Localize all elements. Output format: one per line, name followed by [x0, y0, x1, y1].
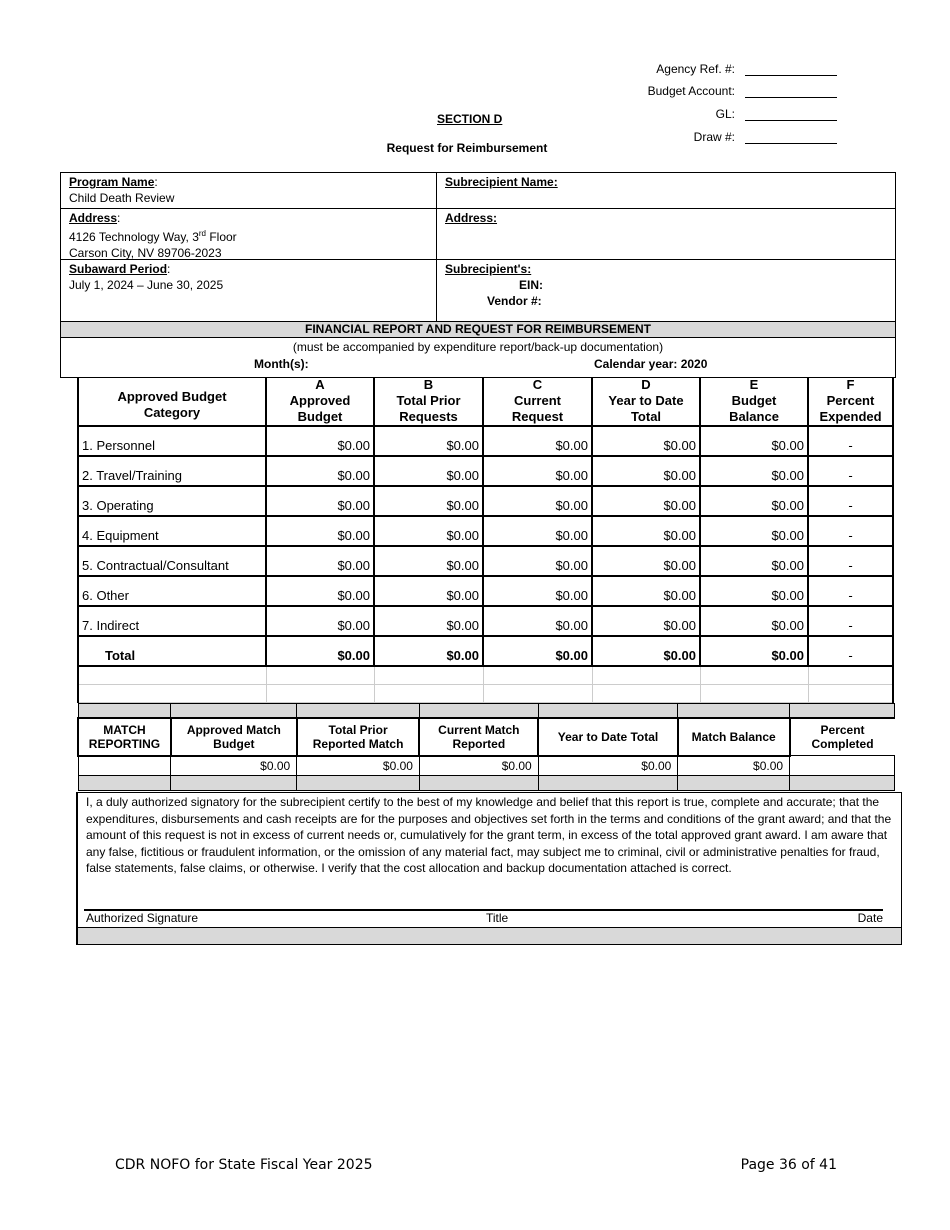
subrecipient-ids-cell[interactable] — [437, 260, 895, 323]
match-header-row — [78, 718, 895, 756]
subrecipient-name-label: Subrecipient Name: — [445, 175, 558, 189]
budget-cell-b[interactable]: $0.00 — [374, 516, 483, 546]
budget-category: 3. Operating — [78, 486, 266, 516]
budget-cell-e[interactable]: $0.00 — [700, 516, 808, 546]
budget-account-field[interactable] — [745, 82, 837, 98]
budget-cell-f: - — [808, 426, 893, 456]
date-label[interactable]: Date — [857, 911, 883, 925]
agency-ref-field[interactable] — [745, 60, 837, 76]
match-value-approved[interactable]: $0.00 — [171, 756, 297, 776]
match-header-balance: Match Balance — [678, 718, 790, 756]
header-current-request: C Current Request — [483, 377, 592, 426]
budget-category: 6. Other — [78, 576, 266, 606]
budget-cell-d[interactable]: $0.00 — [592, 546, 700, 576]
address-line2: Carson City, NV 89706-2023 — [69, 246, 222, 260]
budget-cell-d[interactable]: $0.00 — [592, 456, 700, 486]
budget-cell-c[interactable]: $0.00 — [483, 516, 592, 546]
budget-cell-a[interactable]: $0.00 — [266, 516, 374, 546]
match-header-approved: Approved Match Budget — [171, 718, 297, 756]
draw-label: Draw #: — [693, 130, 735, 144]
budget-cell-c[interactable]: $0.00 — [483, 606, 592, 636]
budget-cell-b[interactable]: $0.00 — [374, 636, 483, 666]
match-gray-bottom — [78, 776, 895, 791]
budget-cell-d[interactable]: $0.00 — [592, 516, 700, 546]
budget-empty-cell[interactable] — [483, 666, 592, 684]
budget-cell-f: - — [808, 576, 893, 606]
header-year-to-date: D Year to Date Total — [592, 377, 700, 426]
budget-empty-cell[interactable] — [374, 684, 483, 702]
budget-cell-b[interactable]: $0.00 — [374, 426, 483, 456]
header-percent-expended: F Percent Expended — [808, 377, 893, 426]
budget-cell-a[interactable]: $0.00 — [266, 546, 374, 576]
budget-empty-cell[interactable] — [592, 684, 700, 702]
financial-report-title: FINANCIAL REPORT AND REQUEST FOR REIMBURSEMENT — [60, 321, 896, 338]
match-gray-top — [78, 704, 895, 718]
match-header-reporting: MATCH REPORTING — [78, 718, 171, 756]
match-header-prior: Total Prior Reported Match — [297, 718, 420, 756]
budget-account-row — [648, 78, 837, 98]
budget-cell-b[interactable]: $0.00 — [374, 546, 483, 576]
address-sup: rd — [198, 229, 206, 238]
budget-cell-c[interactable]: $0.00 — [483, 486, 592, 516]
header-approved-budget: A Approved Budget — [266, 377, 374, 426]
budget-empty-cell[interactable] — [483, 684, 592, 702]
budget-cell-f: - — [808, 546, 893, 576]
address-line1: 4126 Technology Way, 3 — [69, 230, 199, 244]
budget-cell-d[interactable]: $0.00 — [592, 606, 700, 636]
info-box — [60, 172, 896, 324]
ein-label: EIN: — [519, 278, 543, 292]
financial-note-box — [60, 338, 896, 378]
match-value-balance[interactable]: $0.00 — [678, 756, 790, 776]
match-values-row — [78, 756, 895, 776]
signature-label[interactable]: Authorized Signature — [86, 911, 199, 925]
budget-cell-c[interactable]: $0.00 — [483, 636, 592, 666]
budget-cell-e[interactable]: $0.00 — [700, 546, 808, 576]
financial-note: (must be accompanied by expenditure report/back-up documentation) — [292, 340, 664, 354]
budget-cell-d[interactable]: $0.00 — [592, 486, 700, 516]
budget-empty-cell[interactable] — [700, 666, 808, 684]
subaward-period: July 1, 2024 – June 30, 2025 — [69, 278, 224, 292]
match-value-current[interactable]: $0.00 — [419, 756, 538, 776]
budget-row — [78, 456, 893, 486]
match-value-ytd[interactable]: $0.00 — [538, 756, 678, 776]
budget-account-label: Budget Account: — [647, 84, 735, 98]
budget-cell-a[interactable]: $0.00 — [266, 456, 374, 486]
budget-empty-row — [78, 666, 893, 684]
budget-empty-cell[interactable] — [374, 666, 483, 684]
budget-cell-a[interactable]: $0.00 — [266, 576, 374, 606]
gl-row — [716, 101, 837, 121]
signature-line — [84, 909, 883, 911]
budget-cell-d[interactable]: $0.00 — [592, 636, 700, 666]
match-table — [77, 703, 895, 791]
budget-empty-row — [78, 684, 893, 702]
budget-cell-a[interactable]: $0.00 — [266, 486, 374, 516]
budget-cell-f: - — [808, 456, 893, 486]
match-header-ytd: Year to Date Total — [538, 718, 678, 756]
budget-cell-c[interactable]: $0.00 — [483, 426, 592, 456]
budget-row — [78, 426, 893, 456]
match-value-prior[interactable]: $0.00 — [297, 756, 420, 776]
budget-cell-c[interactable]: $0.00 — [483, 546, 592, 576]
section-title: SECTION D — [437, 112, 503, 126]
budget-empty-cell[interactable] — [266, 684, 374, 702]
budget-cell-f: - — [808, 606, 893, 636]
footer-title: CDR NOFO for State Fiscal Year 2025 — [115, 1157, 373, 1173]
budget-category: 2. Travel/Training — [78, 456, 266, 486]
budget-cell-d[interactable]: $0.00 — [592, 426, 700, 456]
budget-row — [78, 516, 893, 546]
program-name: Child Death Review — [69, 191, 175, 205]
months-label[interactable]: Month(s): — [254, 357, 309, 371]
budget-empty-cell[interactable] — [700, 684, 808, 702]
header-budget-balance: E Budget Balance — [700, 377, 808, 426]
program-cell: Program Name: Child Death Review — [61, 173, 437, 208]
gl-field[interactable] — [745, 105, 837, 121]
period-label: Subaward Period — [69, 262, 168, 276]
certification-box — [76, 792, 902, 945]
vendor-label: Vendor #: — [487, 294, 542, 308]
title-label[interactable]: Title — [486, 911, 509, 925]
form-subtitle: Request for Reimbursement — [386, 141, 548, 155]
page-number: Page 36 of 41 — [740, 1157, 837, 1173]
match-header-percent: Percent Completed — [790, 718, 895, 756]
address-line1-end: Floor — [206, 230, 237, 244]
match-header-current: Current Match Reported — [419, 718, 538, 756]
address-cell: Address: 4126 Technology Way, 3rd Floor Carson City, NV 89706-2023 — [61, 209, 437, 259]
budget-cell-f: - — [808, 516, 893, 546]
budget-cell-f: - — [808, 486, 893, 516]
budget-cell-e[interactable]: $0.00 — [700, 636, 808, 666]
budget-cell-b[interactable]: $0.00 — [374, 486, 483, 516]
budget-cell-d[interactable]: $0.00 — [592, 576, 700, 606]
program-name-label: Program Name — [69, 175, 155, 189]
budget-header-row — [78, 377, 893, 426]
budget-empty-cell[interactable] — [592, 666, 700, 684]
budget-cell-b[interactable]: $0.00 — [374, 456, 483, 486]
budget-total-row — [78, 636, 893, 666]
budget-cell-b[interactable]: $0.00 — [374, 576, 483, 606]
calendar-year: Calendar year: 2020 — [594, 357, 708, 371]
budget-cell-a[interactable]: $0.00 — [266, 426, 374, 456]
budget-empty-cell[interactable] — [78, 684, 266, 702]
budget-category: 7. Indirect — [78, 606, 266, 636]
budget-empty-cell[interactable] — [808, 684, 893, 702]
match-value-percent[interactable] — [790, 756, 895, 776]
subrecipient-address-cell[interactable] — [437, 209, 895, 259]
budget-cell-e[interactable]: $0.00 — [700, 606, 808, 636]
budget-cell-e[interactable]: $0.00 — [700, 486, 808, 516]
period-cell: Subaward Period: July 1, 2024 – June 30, 2025 — [61, 260, 437, 323]
budget-cell-f: - — [808, 636, 893, 666]
budget-row — [78, 486, 893, 516]
budget-row — [78, 576, 893, 606]
budget-category: 5. Contractual/Consultant — [78, 546, 266, 576]
budget-row — [78, 606, 893, 636]
budget-cell-a[interactable]: $0.00 — [266, 606, 374, 636]
match-value-reporting[interactable] — [78, 756, 171, 776]
budget-cell-c[interactable]: $0.00 — [483, 576, 592, 606]
budget-empty-cell[interactable] — [808, 666, 893, 684]
certification-text: I, a duly authorized signatory for the subrecipient certify to the best of my knowledge and belief that this report is true, complete and accurate; that the expenditures, disbursements and cash receipts are for the purposes and objectives set forth in the terms and conditions of the grant award; and that the amount of this request is not in excess of current needs or, cumulatively for the grant term, in excess of the total approved grant award. I am aware that any false, fictitious or fraudulent information, or the omission of any material fact, may subject me to criminal, civil or administrative penalties for fraud, false statements, false claims, or otherwise. I verify that the cost allocation and backup documentation attached is correct. — [86, 795, 892, 875]
budget-cell-e[interactable]: $0.00 — [700, 576, 808, 606]
subrecipient-address-label: Address: — [445, 211, 498, 225]
budget-cell-c[interactable]: $0.00 — [483, 456, 592, 486]
budget-table — [77, 377, 894, 703]
subrecipient-name-cell[interactable] — [437, 173, 895, 208]
budget-cell-b[interactable]: $0.00 — [374, 606, 483, 636]
gl-label: GL: — [715, 107, 735, 121]
agency-ref-row — [656, 56, 837, 76]
budget-row — [78, 546, 893, 576]
budget-category: 4. Equipment — [78, 516, 266, 546]
budget-cell-a[interactable]: $0.00 — [266, 636, 374, 666]
budget-category: 1. Personnel — [78, 426, 266, 456]
header-category: Approved Budget Category — [78, 377, 266, 426]
budget-empty-cell[interactable] — [78, 666, 266, 684]
budget-cell-e[interactable]: $0.00 — [700, 426, 808, 456]
agency-ref-label: Agency Ref. #: — [656, 62, 735, 76]
header-total-prior-requests: B Total Prior Requests — [374, 377, 483, 426]
budget-category: Total — [78, 636, 266, 666]
subrecipients-label: Subrecipient's: — [445, 262, 532, 276]
budget-empty-cell[interactable] — [266, 666, 374, 684]
certification-gray-bar — [78, 927, 901, 944]
budget-cell-e[interactable]: $0.00 — [700, 456, 808, 486]
address-label: Address — [69, 211, 118, 225]
